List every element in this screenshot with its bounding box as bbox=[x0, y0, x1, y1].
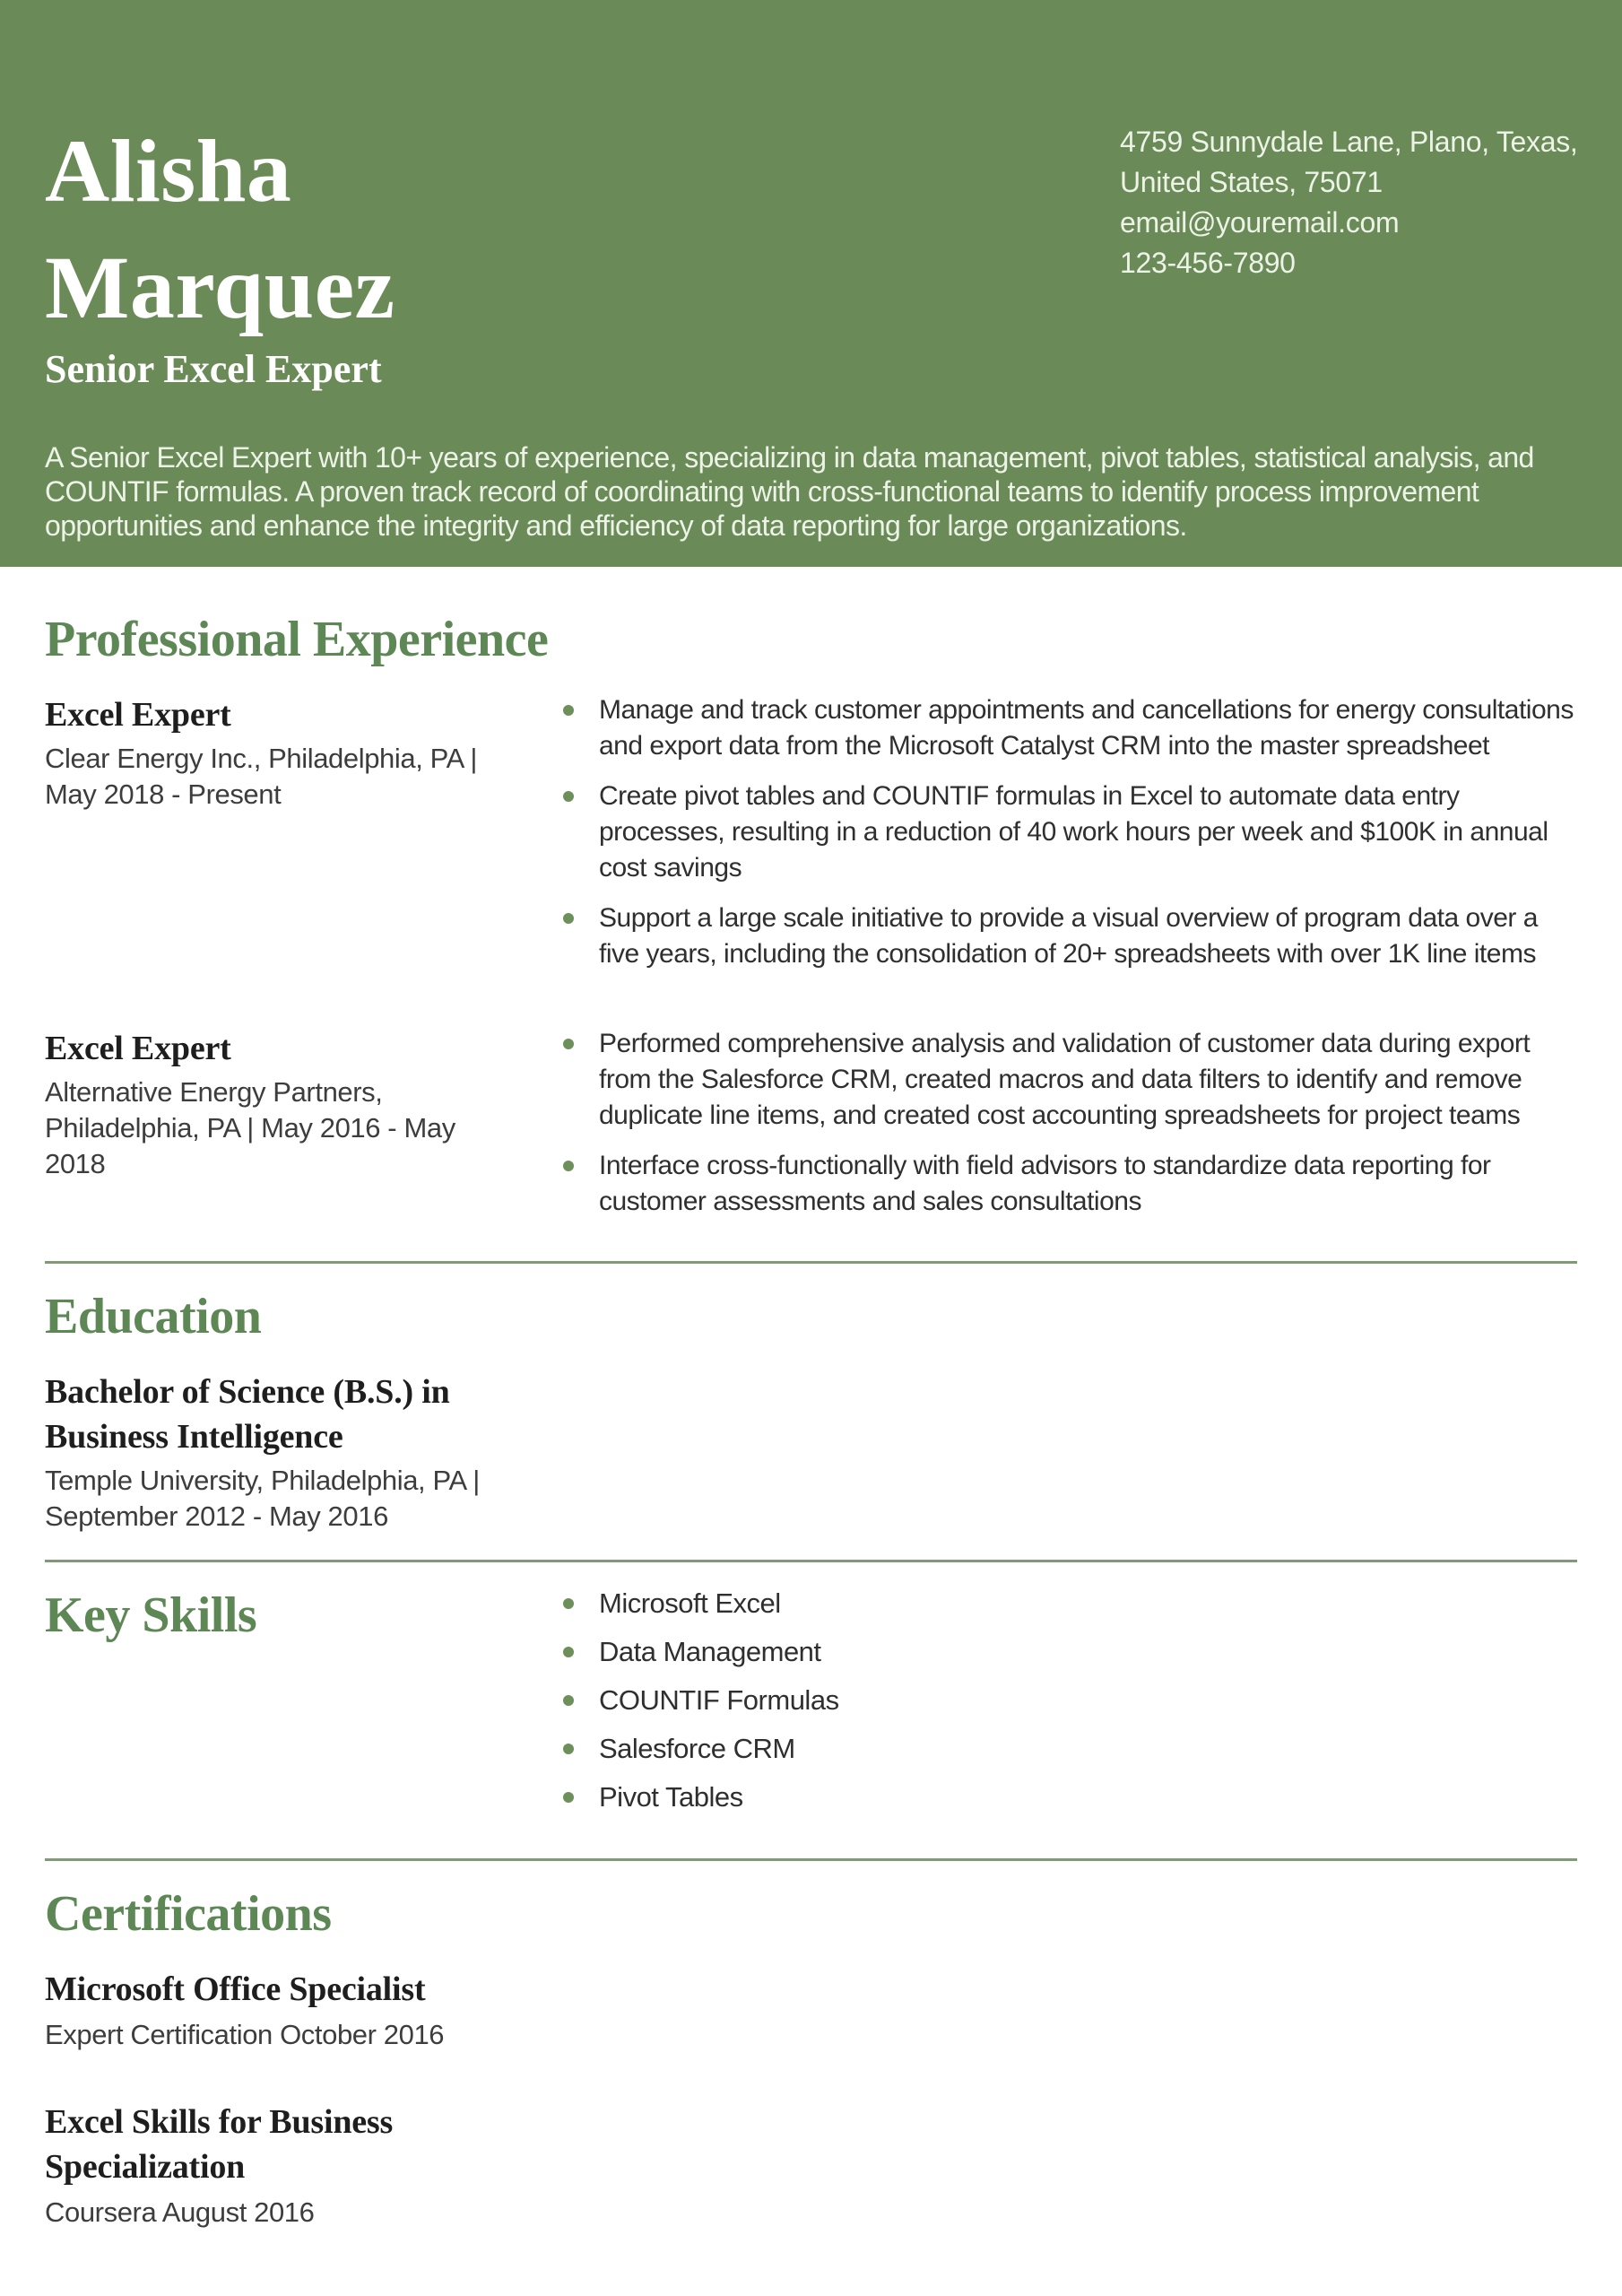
job-bullet: Support a large scale initiative to provide a visual overview of program data over a five years, including the consolidation of 20+ spreadsheets with over 1K line items bbox=[556, 900, 1577, 972]
job-meta: Clear Energy Inc., Philadelphia, PA | May 2018 - Present bbox=[45, 743, 478, 810]
section-education bbox=[45, 1287, 1577, 1560]
section-heading-experience: Professional Experience bbox=[45, 612, 549, 667]
degree-meta: Temple University, Philadelphia, PA | September 2012 - May 2016 bbox=[45, 1465, 480, 1532]
certification-list bbox=[45, 1967, 1577, 2231]
section-skills bbox=[45, 1586, 1577, 1858]
job-bullet: Manage and track customer appointments and cancellations for energy consultations and export data from the Microsoft Catalyst CRM into the master spreadsheet bbox=[556, 692, 1577, 764]
profile-summary: A Senior Excel Expert with 10+ years of experience, specializing in data management, pivot tables, statistical analysis, and COUNTIF formulas. A proven track record of coordinating with cross-functional teams to identify process improvement opportunities and enhance the integrity and efficiency of data reporting for large organizations. bbox=[45, 441, 1534, 542]
skill-item: Salesforce CRM bbox=[556, 1731, 1577, 1767]
certification-meta: Expert Certification October 2016 bbox=[45, 2019, 445, 2050]
job-title: Excel Expert bbox=[45, 1030, 231, 1067]
contact-block bbox=[1120, 122, 1578, 283]
person-job-title: Senior Excel Expert bbox=[45, 347, 382, 391]
job-bullet: Performed comprehensive analysis and validation of customer data during export from the Salesforce CRM, created macros and data filters to identify and remove duplicate line items, and created cost accounting spreadsheets for project teams bbox=[556, 1026, 1577, 1134]
person-name-line2: Marquez bbox=[45, 238, 395, 337]
job-meta: Alternative Energy Partners, Philadelphia, PA | May 2016 - May 2018 bbox=[45, 1076, 455, 1179]
skills-left-column bbox=[45, 1586, 507, 1645]
degree-title: Bachelor of Science (B.S.) in Business Intelligence bbox=[45, 1373, 450, 1456]
certification-entry bbox=[45, 1967, 507, 2053]
job-left-column bbox=[45, 1026, 507, 1182]
skill-item: Microsoft Excel bbox=[556, 1586, 1577, 1622]
section-divider bbox=[45, 1560, 1577, 1562]
job-entry bbox=[45, 692, 1577, 987]
skill-item: COUNTIF Formulas bbox=[556, 1683, 1577, 1718]
skill-item: Pivot Tables bbox=[556, 1779, 1577, 1815]
section-divider bbox=[45, 1261, 1577, 1264]
certification-meta: Coursera August 2016 bbox=[45, 2196, 315, 2228]
skills-right-column bbox=[556, 1586, 1577, 1828]
contact-line: 123-456-7890 bbox=[1120, 247, 1296, 279]
job-bullet-list bbox=[556, 692, 1577, 972]
education-left-column bbox=[45, 1370, 507, 1535]
section-heading-certifications: Certifications bbox=[45, 1886, 332, 1942]
resume-body bbox=[0, 610, 1622, 2231]
skill-item: Data Management bbox=[556, 1634, 1577, 1670]
section-experience bbox=[45, 610, 1577, 1261]
certification-title: Excel Skills for Business Specialization bbox=[45, 2103, 394, 2186]
header-banner bbox=[0, 0, 1622, 567]
job-bullet: Create pivot tables and COUNTIF formulas in Excel to automate data entry processes, resulting in a reduction of 40 work hours per week and $100K in annual cost savings bbox=[556, 778, 1577, 886]
certification-entry bbox=[45, 2100, 507, 2231]
contact-line: 4759 Sunnydale Lane, Plano, Texas, bbox=[1120, 126, 1578, 158]
job-list bbox=[45, 692, 1577, 1234]
job-bullet-list bbox=[556, 1026, 1577, 1220]
contact-line: email@youremail.com bbox=[1120, 206, 1400, 239]
education-entry bbox=[45, 1370, 1577, 1535]
section-certifications bbox=[45, 1884, 1577, 2231]
section-heading-education: Education bbox=[45, 1289, 262, 1344]
job-left-column bbox=[45, 692, 507, 813]
certification-title: Microsoft Office Specialist bbox=[45, 1970, 426, 2008]
skills-list bbox=[556, 1586, 1577, 1815]
job-right-column bbox=[556, 1026, 1577, 1234]
person-name-line1: Alisha bbox=[45, 121, 292, 221]
contact-line: United States, 75071 bbox=[1120, 166, 1383, 198]
section-divider bbox=[45, 1858, 1577, 1861]
job-entry bbox=[45, 1026, 1577, 1234]
skills-row bbox=[45, 1586, 1577, 1828]
job-title: Excel Expert bbox=[45, 696, 231, 734]
section-heading-skills: Key Skills bbox=[45, 1587, 257, 1643]
job-right-column bbox=[556, 692, 1577, 987]
job-bullet: Interface cross-functionally with field advisors to standardize data reporting for customer assessments and sales consultations bbox=[556, 1148, 1577, 1220]
